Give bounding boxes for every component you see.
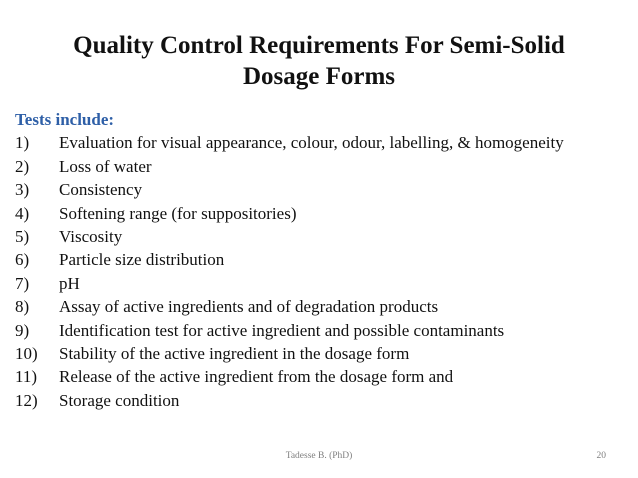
test-item-number: 2) [15,156,30,176]
test-item-7 [15,272,635,295]
test-item-11 [15,365,635,388]
footer-author: Tadesse B. (PhD) [285,451,353,461]
test-item-number: 4) [15,203,30,223]
test-item-text: Softening range (for suppositories) [59,203,297,223]
test-item-text: Loss of water [59,156,152,176]
slide-title-line-1: Quality Control Requirements For Semi-Solid [73,32,565,59]
test-item-text: pH [59,273,80,293]
test-item-12 [15,389,635,412]
test-item-number: 8) [15,297,30,317]
test-item-1 [15,131,635,154]
slide-content [15,108,635,412]
test-item-text: Identification test for active ingredient and possible contaminants [59,320,505,340]
test-item-number: 9) [15,320,30,340]
test-item-text: Particle size distribution [59,250,225,270]
slide-title-line-2: Dosage Forms [242,63,396,90]
test-item-number: 12) [15,390,38,410]
test-item-3 [15,178,635,201]
test-item-number: 7) [15,273,30,293]
test-item-text: Assay of active ingredients and of degradation products [59,297,439,317]
test-item-4 [15,202,635,225]
section-heading: Tests include: [15,110,115,129]
test-item-5 [15,225,635,248]
test-item-text: Consistency [59,180,143,200]
test-item-text: Storage condition [59,390,180,410]
test-item-text: Stability of the active ingredient in the dosage form [59,344,410,364]
test-item-number: 11) [15,367,38,387]
test-item-number: 3) [15,180,30,200]
test-item-6 [15,248,635,271]
test-item-text: Evaluation for visual appearance, colour, odour, labelling, & homogeneity [59,133,564,153]
test-item-8 [15,295,635,318]
test-item-9 [15,319,635,342]
test-item-number: 6) [15,250,30,270]
test-item-2 [15,155,635,178]
test-item-number: 10) [15,344,38,364]
tests-list [15,131,635,412]
test-item-number: 5) [15,227,30,247]
test-item-text: Release of the active ingredient from the dosage form and [59,367,454,387]
slide-title [0,30,638,92]
test-item-text: Viscosity [59,227,123,247]
page-number: 20 [596,451,606,461]
test-item-10 [15,342,635,365]
test-item-number: 1) [15,133,30,153]
